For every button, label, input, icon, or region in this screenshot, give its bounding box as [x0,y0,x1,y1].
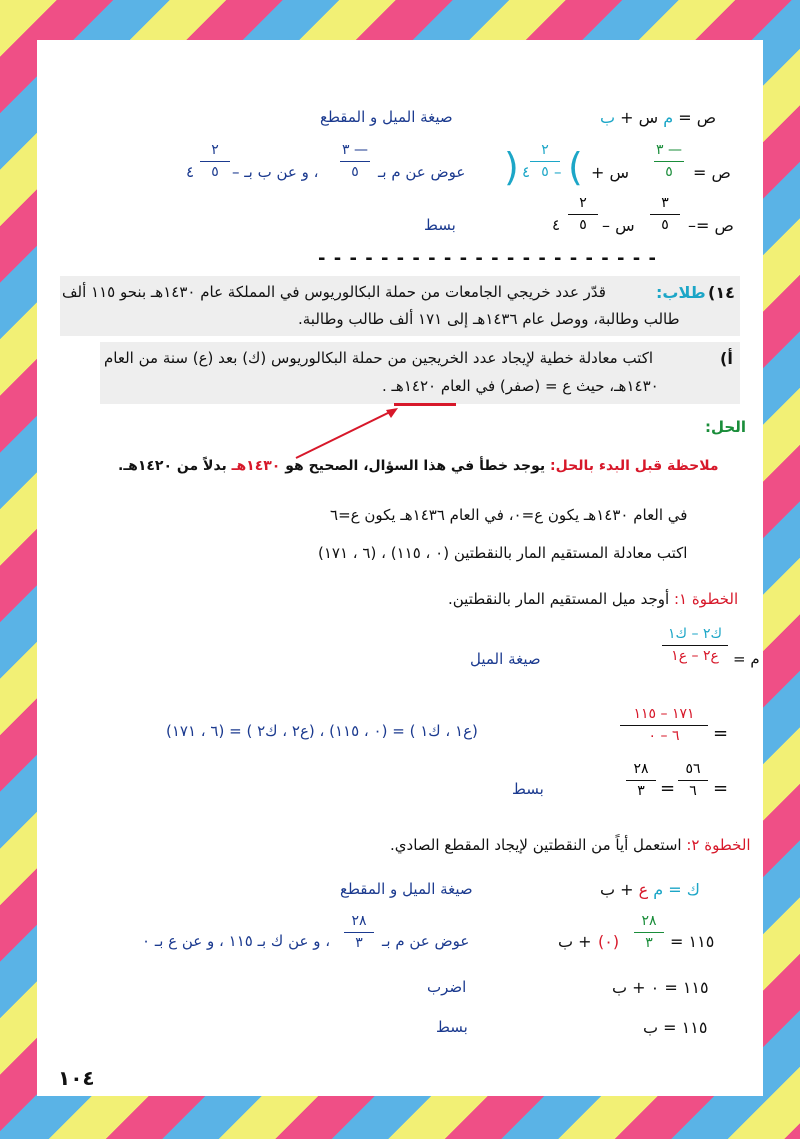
step2-sub-fraction: ٢٨ ٣ [632,914,666,953]
step2-formula-label: صيغة الميل و المقطع [340,880,473,898]
eq2-fraction-2: ٢ ٥ [528,143,562,182]
eq2-fraction-1: ٣ — ٥ [652,143,686,182]
eq3-fraction-2: ٢ ٥ [566,196,600,235]
solution-line-2: اكتب معادلة المستقيم المار بالنقطتين (٠ ، ١١٥) ، (٦ ، ١٧١) [318,544,688,562]
solution-line-1: في العام ١٤٣٠هـ يكون ع=٠، في العام ١٤٣٦هـ يكون ع=٦ [330,506,688,524]
eq3-mid: س – [602,216,635,235]
eq3-tail: ٤ [552,216,561,234]
eq2-paren-open: ( [568,145,583,189]
solution-title: الحل: [705,418,746,436]
step1-heading: الخطوة ١: أوجد ميل المستقيم المار بالنقطتين. [448,590,739,608]
eq1-expression: ص = م س + ب [600,108,717,127]
eq2-label-fraction-2: ٢ ٥ [198,143,232,182]
eq2-label-tail: ٤ [186,163,195,181]
eq2-paren-close: ) [504,145,519,189]
eq2-four: ٤ [522,163,531,181]
eq2-minus: – [554,163,562,181]
solution-note: ملاحظة قبل البدء بالحل: يوجد خطأ في هذا السؤال، الصحيح هو ١٤٣٠هـ بدلاً من ١٤٢٠هـ. [118,458,719,474]
step2-heading: الخطوة ٢: استعمل أياً من النقطتين لإيجاد المقطع الصادي. [390,836,751,854]
eq2-label-mid: ، و عن ب بـ – [232,163,319,181]
step2-sub-label-fraction: ٢٨ ٣ [342,914,376,953]
step1-points: (ع١ ، ك١ ) = (٠ ، ١١٥) ، (ع٢ ، ك٢ ) = (٦ ، ١٧١) [166,722,478,740]
step2-mul-label: اضرب [427,978,467,996]
part-a-label: أ) [720,349,733,368]
step1-simp-fraction-1: ٥٦ ٦ [676,762,710,801]
eq2-label-fraction: ٣ — ٥ [338,143,372,182]
eq3-label: بسط [424,216,456,234]
step1-m-lhs: م = [733,650,760,668]
step1-sub-fraction: ١٧١ – ١١٥ ٦ – ٠ [618,707,710,746]
eq3-lhs: ص =– [688,216,734,235]
step2-formula: ك = م ع + ب [600,880,700,899]
separator: - - - - - - - - - - - - - - - - - - - - - - [318,248,657,269]
part-a-line-1: اكتب معادلة خطية لإيجاد عدد الخريجين من حملة البكالوريوس (ك) بعد (ع) سنة من العام [104,349,654,367]
step1-simp-eq2: = [660,778,676,799]
step1-slope-fraction: ك٢ – ك١ ع٢ – ع١ [660,627,730,666]
step2-sub-paren: (٠) [598,932,620,951]
eq2-label: عوض عن م بـ [378,163,466,181]
eq3-fraction-1: ٣ ٥ [648,196,682,235]
question-line-1: قدّر عدد خريجي الجامعات من حملة البكالوريوس في المملكة عام ١٤٣٠هـ بنحو ١١٥ ألف [62,283,606,301]
step2-sub-label-tail: ، و عن ك بـ ١١٥ ، و عن ع بـ ٠ [142,932,331,950]
step2-sub-lhs: ١١٥ = [670,932,715,951]
eq2-lhs: ص = [693,163,731,182]
question-number: ١٤) [708,283,735,302]
step1-sub-eq: = [713,723,729,744]
step2-sub-tail: + ب [558,932,592,951]
step1-slope-label: صيغة الميل [470,650,541,668]
part-a-line-2: ١٤٣٠هـ، حيث ع = (صفر) في العام ١٤٢٠هـ . [382,377,659,395]
step1-simp-label: بسط [512,780,544,798]
step1-simp-fraction-2: ٢٨ ٣ [624,762,658,801]
step2-simp-eq: ١١٥ = ب [643,1018,708,1037]
step2-simp-label: بسط [436,1018,468,1036]
page-number: ١٠٤ [58,1066,95,1090]
question-tag: طلاب: [656,283,706,302]
step2-sub-label: عوض عن م بـ [382,932,470,950]
step2-mul-eq: ١١٥ = ٠ + ب [612,978,709,997]
eq1-label: صيغة الميل و المقطع [320,108,453,126]
arrow-icon [290,404,410,464]
question-line-2: طالب وطالبة، ووصل عام ١٤٣٦هـ إلى ١٧١ ألف طالب وطالبة. [298,310,680,328]
step1-simp-eq1: = [713,778,729,799]
eq2-mid: س + [591,163,630,182]
